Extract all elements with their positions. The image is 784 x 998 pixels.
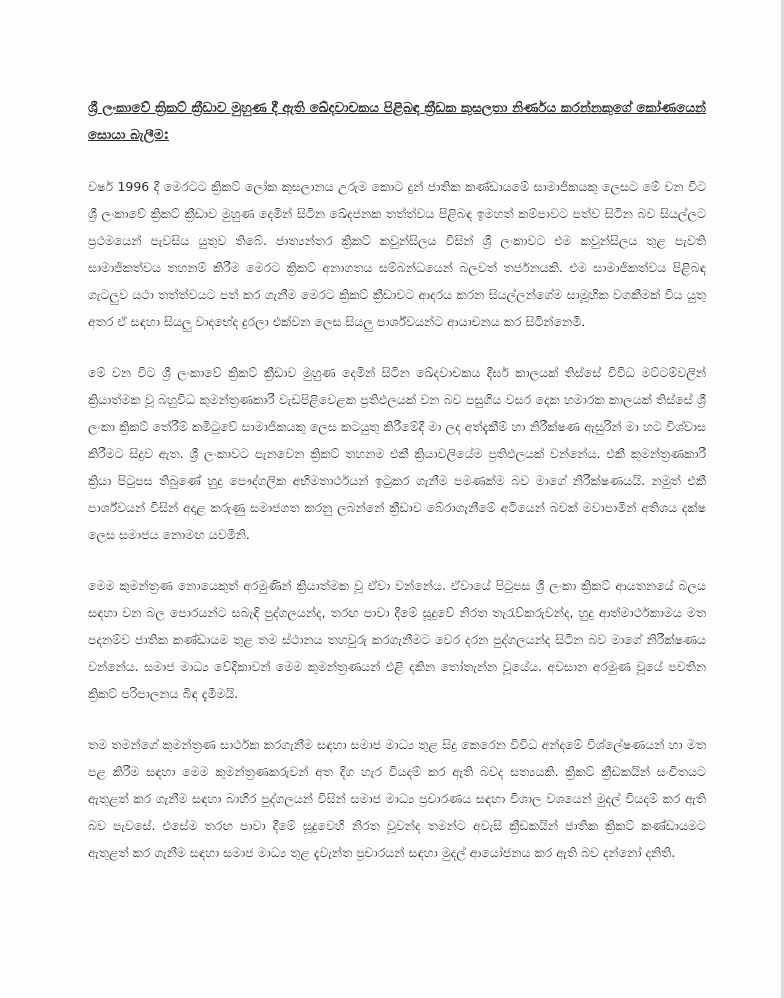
document-title: ශ්‍රී ලංකාවේ ක්‍රිකට් ක්‍රීඩාව මුහුණ දී ඇති ඛේදවාචකය පිළිබඳ ක්‍රීඩක කුසලතා නිර්ණය කරන්නකුගේ කෝණයෙන් සොයා බැලීම: <box>88 100 706 143</box>
paragraph-2: මේ වන විට ශ්‍රී ලංකාවේ ක්‍රිකට් ක්‍රීඩාව මුහුණ දෙමින් සිටින ඛේදවාචකය දීර්ඝ කාලයක් තිස්සේ විවිධ මට්ටම්වලින් ක්‍රියාත්මක වූ බහුවිධ කුමන්ත්‍රණකාරී වැඩපිළිවෙළක ප්‍රතිඵලයක් වන බව පසුගිය වසර දෙක හමාරක කාලයක් තිස්සේ ශ්‍රී ලංකා ක්‍රිකට් තේරීම් කමිටුවේ සාමාජිකයකු ලෙස කටයුතු කිරීමේදී මා ලද අත්දැකීම් හා නිරීක්ෂණ ඇසුරින් මා හට විශ්වාස කිරීමට සිදුව ඇත. ශ්‍රී ලංකාවට පැනවෙන ක්‍රිකට් තහනම එකී ක්‍රියාවලියේම ප්‍රතිඵලයක් වන්නේය. එකී කුමන්ත්‍රණකාරී ක්‍රියා පිටුපස තිබුණේ හුදු පෞද්ගලික අභිමතාර්ථයන් ඉටුකර ගැනීම පමණක්ම බව මාගේ නිරීක්ෂණයයි. නමුත් එකී පාර්ශ්වයන් විසින් අදාළ කරුණු සමාජගත කරනු ලබන්නේ ක්‍රීඩාව බේරාගැනීමේ අටියෙන් බවක් මවාපාමින් අතිශය දක්ෂ ලෙස සමාජය නොමඟ යවමිනි. <box>88 365 706 542</box>
document-body <box>88 95 706 890</box>
paragraph-1: වර්ෂ 1996 දී මෙරටට ක්‍රිකට් ලෝක කුසලානය උරුම කොට දුන් ජාතික කණ්ඩායමේ සාමාජිකයකු ලෙසට මේ වන විට ශ්‍රී ලංකාවේ ක්‍රිකට් ක්‍රීඩාව මුහුණ දෙමින් සිටින ඛේදජනක තත්ත්වය පිළිබඳ ඉමහත් කම්පාවට පත්ව සිටින බව සියල්ලට ප්‍රථමයෙන් පැවසිය යුතුව තිබේ. ජාත්‍යන්තර ක්‍රිකට් කවුන්සිලය විසින් ශ්‍රී ලංකාවට එම කවුන්සිලය තුළ පැවති සාමාජිකත්වය තහනම් කිරීම මෙරට ක්‍රිකට් අනාගතය සම්බන්ධයෙන් බලවත් තර්ජනයකි. එම සාමාජිකත්වය පිළිබඳ ගැටලුව යථා තත්ත්වයට පත් කර ගැනීම මෙරට ක්‍රිකට් ක්‍රීඩාවට ආදරය කරන සියල්ලන්ගේම සාමූහික වගකීමක් විය යුතු අතර ඒ සඳහා සියලු වාදභේද දුරලා එක්වන ලෙස සියලු පාර්ශ්වයන්ට ආයාචනය කර සිටින්නෙමි. <box>88 179 706 329</box>
paragraph-3: මෙම කුමන්ත්‍රණ නොයෙකුත් අරමුණින් ක්‍රියාත්මක වූ ඒවා වන්නේය. ඒවායේ පිටුපස ශ්‍රී ලංකා ක්‍රිකට් ආයතනයේ බලය සඳහා වන බල පොරයන්ට සබැඳි පුද්ගලයන්ද, තරඟ පාවා දීමේ සූදුවේ නිරත තැරැව්කරුවන්ද, හුදු ආත්මාර්ථකාමය මත පදනම්ව ජාතික කණ්ඩායම තුළ තම ස්ථානය තහවුරු කරගැනීමට වෙර දරන පුද්ගලයන්ද සිටින බව මාගේ නිරීක්ෂණය වන්නේය. සමාජ මාධ්‍ය වේදිකාවන් මෙම කුමන්ත්‍රණයන් එළි දකින තෝතැන්න වූයේය. අවසාන අරමුණ වූයේ පවතින ක්‍රිකට් පරිපාලනය බිඳ දැමීමයි. <box>88 578 706 701</box>
paragraph-4: තම තමන්ගේ කුමන්ත්‍රණ සාර්ථක කරගැනීම සඳහා සමාජ මාධ්‍ය තුළ සිදු කෙරෙන විවිධ අන්දමේ විශ්ලේෂණයන් හා මත පළ කිරීම සඳහා මෙම කුමන්ත්‍රණකරුවන් අත දිග හැර වියදම් කර ඇති බවද සත්‍යයකි. ක්‍රිකට් ක්‍රීඩකයින් සංචිතයට ඇතුළත් කර ගැනීම සඳහා බාහිර පුද්ගලයන් විසින් සමාජ මාධ්‍ය ප්‍රචාරණය සඳහා විශාල වශයෙන් මුදල් වියදම් කර ඇති බව පැවසේ. එසේම තරඟ පාවා දීමේ සූදුවෙහි නිරත වූවන්ද තමන්ට අවැසි ක්‍රීඩකයින් ජාතික ක්‍රිකට් කණ්ඩායමට ඇතුළත් කර ගැනීම සඳහා සමාජ මාධ්‍ය තුළ දැවැන්ත ප්‍රචාරයන් සඳහා මුදල් ආයෝජනය කර ඇති බව දන්නෝ දනිති. <box>88 737 706 860</box>
